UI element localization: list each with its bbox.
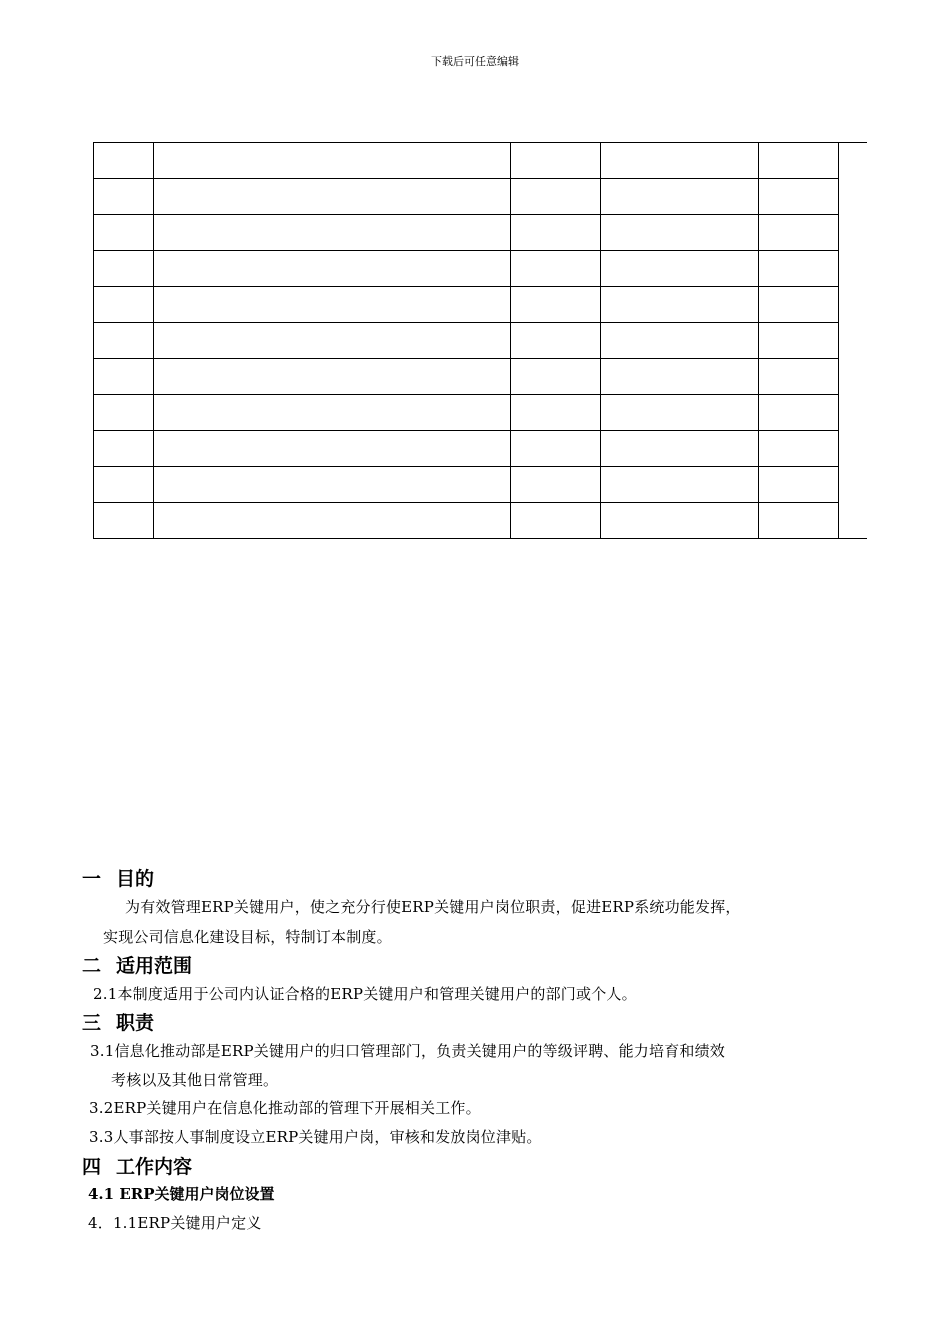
table-cell: [94, 359, 154, 395]
table-cell: [511, 431, 601, 467]
table-cell: [839, 323, 867, 359]
table-row: [94, 215, 867, 251]
table-row: [94, 143, 867, 179]
table-row: [94, 179, 867, 215]
table-cell: [601, 323, 759, 359]
table-cell: [511, 251, 601, 287]
table-cell: [94, 251, 154, 287]
section-heading-purpose: [82, 864, 154, 891]
table-cell: [511, 323, 601, 359]
work-subheading-4-1: 4.1 ERP关键用户岗位设置: [88, 1185, 275, 1203]
table-cell: [759, 215, 839, 251]
duty-item-3-2: 3.2ERP关键用户在信息化推动部的管理下开展相关工作。: [89, 1099, 481, 1117]
table-cell: [94, 503, 154, 539]
section-number: 四: [82, 1156, 102, 1178]
scope-item-2-1: 2.1本制度适用于公司内认证合格的ERP关键用户和管理关键用户的部门或个人。: [93, 985, 637, 1003]
section-number: 二: [82, 955, 102, 977]
table-cell: [511, 215, 601, 251]
table-cell: [94, 467, 154, 503]
table-cell: [511, 179, 601, 215]
table-cell: [759, 395, 839, 431]
table-cell: [601, 503, 759, 539]
table-cell: [759, 143, 839, 179]
table-cell: [601, 431, 759, 467]
section-number: 一: [82, 868, 102, 890]
table-cell: [94, 143, 154, 179]
duty-item-3-1-line2: 考核以及其他日常管理。: [111, 1071, 279, 1089]
table-cell: [154, 359, 511, 395]
table-cell: [759, 503, 839, 539]
section-heading-scope: [82, 951, 192, 978]
table-row: [94, 287, 867, 323]
table-cell: [839, 467, 867, 503]
section-title: 工作内容: [116, 1156, 193, 1178]
table-cell: [154, 179, 511, 215]
table-cell: [601, 359, 759, 395]
section-title: 适用范围: [116, 955, 193, 977]
table-cell: [154, 431, 511, 467]
duty-item-3-1-line1: 3.1信息化推动部是ERP关键用户的归口管理部门，负责关键用户的等级评聘、能力培育和绩效: [90, 1042, 725, 1060]
table-cell: [154, 287, 511, 323]
blank-form-table: [93, 142, 867, 539]
purpose-paragraph-line2: 实现公司信息化建设目标，特制订本制度。: [103, 928, 392, 946]
work-item-4-1-1: 4．1.1ERP关键用户定义: [88, 1214, 262, 1232]
table-cell: [601, 287, 759, 323]
table-row: [94, 503, 867, 539]
table-cell: [839, 215, 867, 251]
table-row: [94, 467, 867, 503]
table-cell: [154, 251, 511, 287]
table-cell: [511, 143, 601, 179]
table-cell: [511, 467, 601, 503]
table-cell: [94, 395, 154, 431]
table-cell: [154, 215, 511, 251]
table-cell: [759, 467, 839, 503]
section-heading-work: [82, 1152, 192, 1179]
table-row: [94, 431, 867, 467]
table-cell: [839, 431, 867, 467]
table-cell: [601, 179, 759, 215]
table-cell: [839, 287, 867, 323]
table-cell: [154, 395, 511, 431]
table-cell: [94, 179, 154, 215]
table-cell: [839, 503, 867, 539]
table-cell: [511, 359, 601, 395]
table-row: [94, 323, 867, 359]
section-title: 职责: [116, 1012, 155, 1034]
section-number: 三: [82, 1012, 102, 1034]
table-cell: [839, 251, 867, 287]
table-cell: [839, 179, 867, 215]
table-cell: [759, 251, 839, 287]
table-cell: [759, 359, 839, 395]
table-cell: [601, 251, 759, 287]
table-cell: [839, 143, 867, 179]
table-cell: [601, 395, 759, 431]
section-heading-duties: [82, 1008, 154, 1035]
table-row: [94, 359, 867, 395]
table-cell: [759, 287, 839, 323]
duty-item-3-3: 3.3人事部按人事制度设立ERP关键用户岗，审核和发放岗位津贴。: [89, 1128, 542, 1146]
table-cell: [511, 503, 601, 539]
table-cell: [511, 287, 601, 323]
table-cell: [154, 143, 511, 179]
table-cell: [759, 179, 839, 215]
table-cell: [154, 503, 511, 539]
table-cell: [154, 323, 511, 359]
table-cell: [511, 395, 601, 431]
table-cell: [94, 287, 154, 323]
table-cell: [839, 359, 867, 395]
table-row: [94, 251, 867, 287]
header-note: 下载后可任意编辑: [431, 55, 519, 68]
table-cell: [601, 215, 759, 251]
table-cell: [154, 467, 511, 503]
table-cell: [94, 431, 154, 467]
table-row: [94, 395, 867, 431]
table-cell: [601, 467, 759, 503]
table-cell: [601, 143, 759, 179]
section-title: 目的: [116, 868, 155, 890]
table-cell: [759, 323, 839, 359]
table-cell: [839, 395, 867, 431]
table-cell: [94, 215, 154, 251]
purpose-paragraph-line1: 为有效管理ERP关键用户，使之充分行使ERP关键用户岗位职责，促进ERP系统功能发挥，: [125, 898, 741, 916]
table-cell: [759, 431, 839, 467]
table-cell: [94, 323, 154, 359]
